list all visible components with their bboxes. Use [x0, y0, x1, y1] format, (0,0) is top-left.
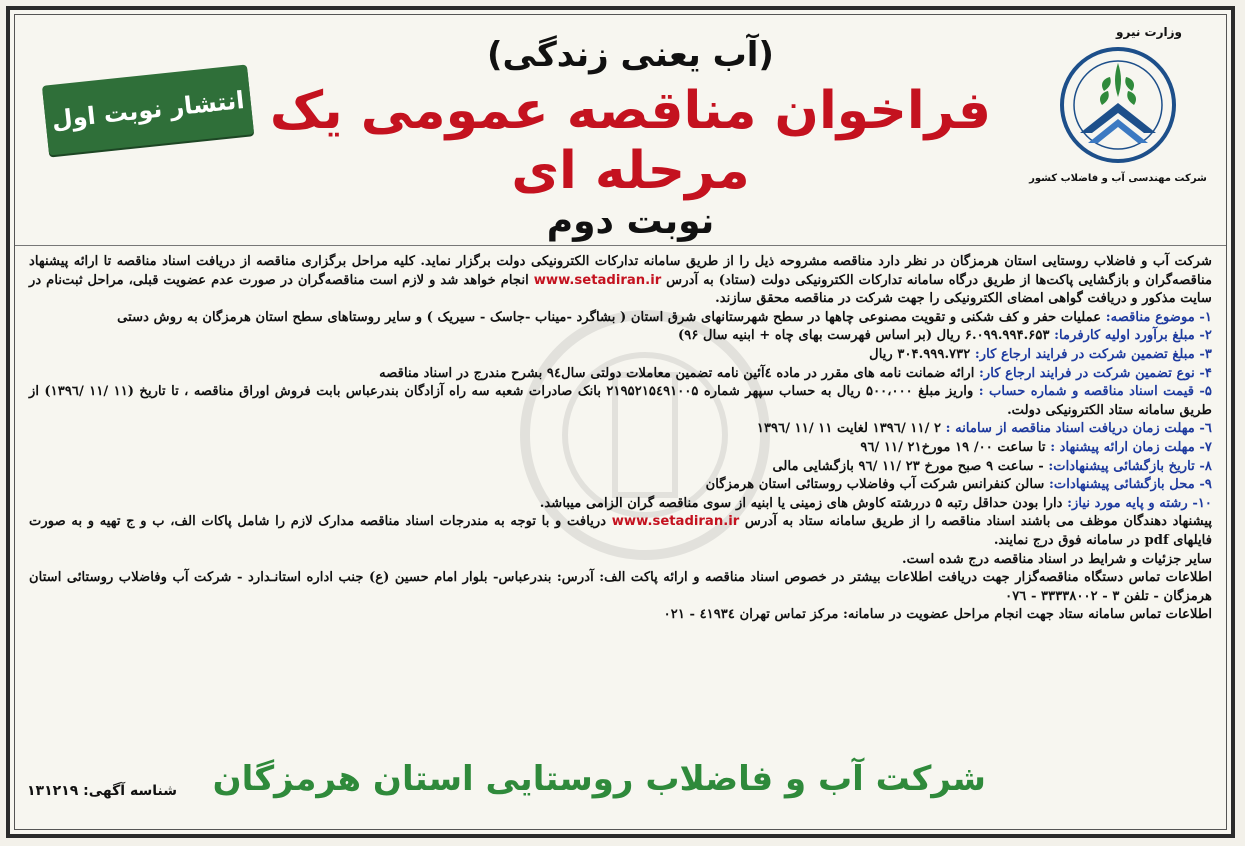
ad-id: [27, 783, 177, 799]
company-small-label: شرکت مهندسی آب و فاضلاب کشور: [1029, 173, 1207, 184]
header-divider: [15, 245, 1226, 246]
footer-company-name: شرکت آب و فاضلاب روستایی استان هرمزگان: [212, 759, 986, 799]
item-text: ۳۰۴.۹۹۹.۷۳۲ ریال: [869, 346, 971, 362]
item-label: ۸- تاریخ بازگشائی پیشنهادات:: [1048, 458, 1212, 474]
slogan: (آب یعنی زندگی): [487, 35, 774, 75]
item-8: [29, 458, 1212, 477]
item-label: ۷- مهلت زمان ارائه پیشنهاد :: [1050, 439, 1212, 455]
notice-border: [14, 14, 1227, 830]
item-label: ۴- نوع تضمین شرکت در فرایند ارجاع کار:: [978, 365, 1212, 381]
logo-block: [1028, 25, 1208, 225]
item-label: ٦- مهلت زمان دریافت اسناد مناقصه از سامانه :: [945, 421, 1212, 437]
main-title: فراخوان مناقصه عمومی یک مرحله ای: [269, 81, 992, 201]
tender-notice: [6, 6, 1235, 838]
item-6: [29, 420, 1212, 439]
item-text: ۲ /۱۱ /۱۳۹٦ لغایت ۱۱ /۱۱ /۱۳۹٦: [756, 421, 942, 437]
setad-link-2[interactable]: www.setadiran.ir: [611, 514, 740, 530]
item-3: [29, 346, 1212, 365]
item-text: ارائه ضمانت نامه های مقرر در ماده ٤آئین نامه تضمین معاملات دولتی سال۹٤ بشرح مندرج در اسناد مناقصه: [379, 365, 975, 381]
other-details: سایر جزئیات و شرایط در اسناد مناقصه درج شده است.: [902, 551, 1212, 567]
sub-title: نوبت دوم: [546, 201, 715, 242]
ministry-label: وزارت نیرو: [1116, 25, 1182, 39]
setad-link[interactable]: www.setadiran.ir: [533, 272, 662, 288]
submission-text-2: دریافت و با توجه به مندرجات اسناد مناقصه مدارک لازم را شامل پاکات الف، ب و ج تهیه و به صورت فایلهای pdf در سامانه فوق درج نمایند.: [29, 514, 1212, 548]
contact-info: اطلاعات تماس دستگاه مناقصه‌گزار جهت دریافت اطلاعات بیشتر در خصوص اسناد مناقصه و ارائه پاکت الف: آدرس: بندرعباس- بلوار امام حسین (ع) جنب اداره استانـدارد - شرکت آب وفاضلاب روستائی استان هرمزگان - تلفن ۳ - ۳۳۳۳۸۰۰۲ - ۰۷٦: [29, 570, 1212, 604]
item-9: [29, 476, 1212, 495]
item-text: تا ساعت ۰۰/ ۱۹ مورخ۲۱ /۱۱ /۹٦: [860, 439, 1046, 455]
intro-text-1: شرکت آب و فاضلاب روستایی استان هرمزگان در نظر دارد مناقصه مشروحه ذیل را از طریق سامانه تدارکات الکترونیکی دولت برگزار نماید. کلیه مراحل برگزاری مناقصه از دریافت اسناد مناقصه تا ارائه پیشنهاد مناقصه‌گران و بازگشایی پاکت‌ها از طریق درگاه سامانه تدارکات الکترونیکی دولت (ستاد) به آدرس: [29, 254, 1213, 288]
item-label: ۵- قیمت اسناد مناقصه و شماره حساب :: [978, 384, 1212, 400]
item-text: سالن کنفرانس شرکت آب وفاضلاب روستائی استان هرمزگان: [705, 477, 1045, 493]
item-10: [29, 495, 1212, 514]
notice-header: [15, 15, 1226, 243]
submission-paragraph: [29, 513, 1212, 550]
notice-body: [29, 253, 1212, 625]
item-label: ۳- مبلغ تضمین شرکت در فرایند ارجاع کار:: [974, 346, 1212, 362]
ad-id-label: شناسه آگهی:: [83, 783, 177, 799]
item-2: [29, 327, 1212, 346]
item-text: واریز مبلغ ۵۰۰،۰۰۰ ریال به حساب سپهر شماره ۲۱۹۵۲۱۵٤۹۱۰۰۵ بانک صادرات شعبه سه راه آزادگان بندرعباس بابت فروش اوراق مناقصه ، تا تاریخ (۱۱ /۱۱ /۱۳۹٦) از طریق سامانه ستاد الکترونیکی دولت.: [29, 384, 1212, 418]
item-5: [29, 383, 1212, 420]
water-company-logo-icon: [1058, 45, 1178, 165]
item-text: عملیات حفر و کف شکنی و تقویت مصنوعی چاهها در سطح شهرستانهای شرق استان ( بشاگرد -میناب -جاسک - سیریک ) و سایر روستاهای سطح استان هرمزگان به روش دستی: [117, 309, 1102, 325]
item-label: ۱- موضوع مناقصه:: [1105, 309, 1212, 325]
item-1: [29, 309, 1212, 328]
item-label: ۲- مبلغ برآورد اولیه کارفرما:: [1054, 328, 1212, 344]
title-block: [255, 35, 1006, 242]
intro-paragraph: [29, 253, 1212, 309]
intro-text-2: انجام خواهد شد و لازم است مناقصه‌گران در صورت عدم عضویت قبلی، مراحل ثبت‌نام در سایت مذکور و دریافت گواهی امضای الکترونیکی را جهت شرکت در مناقصه محقق سازند.: [29, 272, 1212, 307]
submission-text-1: پیشنهاد دهندگان موظف می باشند اسناد مناقصه را از طریق سامانه ستاد به آدرس: [744, 514, 1213, 530]
item-7: [29, 439, 1212, 458]
item-4: [29, 365, 1212, 384]
item-text: ۶.۰۹۹.۹۹۴.۶۵۳ ریال (بر اساس فهرست بهای چاه + ابنیه سال ۹۶): [678, 328, 1050, 344]
item-label: ۹- محل بازگشائی پیشنهادات:: [1049, 477, 1212, 493]
setad-contact-info: اطلاعات تماس سامانه ستاد جهت انجام مراحل عضویت در سامانه: مرکز تماس تهران ٤۱۹۳٤ - ۰۲۱: [663, 607, 1212, 623]
item-text: - ساعت ۹ صبح مورخ ۲۳ /۱۱ /۹٦ بازگشایی مالی: [772, 458, 1044, 474]
item-label: ۱۰- رشته و پایه مورد نیاز:: [1067, 495, 1212, 511]
item-text: دارا بودن حداقل رتبه ۵ دررشته کاوش های زمینی یا ابنیه از سوی مناقصه گران الزامی میباشد.: [539, 495, 1063, 511]
ad-id-value: ۱۳۱۲۱۹: [27, 783, 79, 799]
publication-badge: انتشار نوبت اول: [42, 64, 254, 155]
